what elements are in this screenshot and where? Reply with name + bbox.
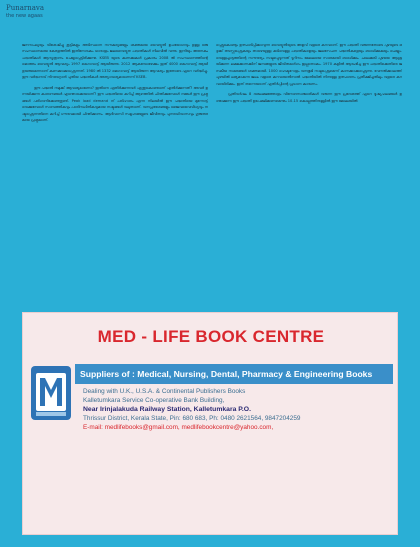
publication-name: Punarnava bbox=[6, 4, 45, 12]
article-right-column bbox=[216, 42, 402, 314]
article-left-column bbox=[22, 42, 208, 314]
bookstore-logo-icon bbox=[29, 364, 73, 422]
ad-address-line: Dealing with U.K., U.S.A. & Continental Publishers Books bbox=[83, 388, 246, 395]
article-paragraph: ഈ പദ്ധതി നമുക്ക് ആവശ്യമാണോ? ഇതിനെ എതിർക്കുന്നവർ എന്തുകൊണ്ടാണ് എതിർക്കുന്നത്? അവർ ഉന്നയിക്കുന്ന കാരണങ്ങൾ എന്തൊക്കെയാണ്? ഈ പദ്ധതിയെ കുറിച്ച് ആഴത്തിൽ ചിന്തിക്കുമ്പോൾ നമ്മൾ ഈ പ്രശ്നങ്ങൾ പരിഗണിക്കേണ്ടതുണ്ട്. Peak load demand ന് പരിഹാരം എന്ന നിലയിൽ ഈ പദ്ധതിയെ മുന്നോട്ട് വെക്കുമ്പോൾ സാമ്പത്തികവും പാരിസ്ഥിതികവുമായ നഷ്ടങ്ങൾ വലുതാണ്. വനപ്രദേശങ്ങളും ജൈവവൈവിധ്യവും നഷ്ടപ്പെടുന്നതിനെ കുറിച്ച് ഗൗരവമായി ചിന്തിക്കണം. ആദിവാസി സമൂഹങ്ങളുടെ ജീവിതവും പുനരധിവാസവും ഗുരുതരമായ പ്രശ്നമാണ്. bbox=[22, 85, 208, 122]
masthead bbox=[6, 4, 206, 26]
article-paragraph: ജനസംഖ്യയും വിശേഷിച്ചു കൂട്ടികളും അടിസ്ഥാന സൗകര്യങ്ങളും ശക്തമായ വൈദ്യുതി ഉപയോഗവും ഉള്ള ഒരു സംസ്ഥാനമായ കേരളത്തിൽ ഇതിനോടകം ധാരാളം ജലവൈദ്യുത പദ്ധതികൾ നിലവിൽ വന്നു. ഇനിയും അനേകം പദ്ധതികൾ ആസൂത്രണം ചെയ്യപ്പെട്ടിരിക്കുന്നു. KSEB യുടെ കണക്കുകൾ പ്രകാരം 2008 ൽ സംസ്ഥാനത്തിന്റെ മൊത്തം വൈദ്യുതി ആവശ്യം 1997 മെഗാവാട്ട് ആയിരുന്നു. 2012 ആകുമ്പോഴേക്കും ഇത് 4000 മെഗാവാട്ട് ആയി ഉയരുമെന്നാണ് കണക്കാക്കപ്പെടുന്നത്. 1980 ൽ 1332 മെഗാവാട്ട് ആയിരുന്ന ആവശ്യം ഇതോടെ ഏറെ വർദ്ധിച്ചു. ഈ വർദ്ധനവ് നിറവേറ്റാൻ പുതിയ പദ്ധതികൾ അത്യാവശ്യമാണെന്ന് KSEB. bbox=[22, 43, 208, 80]
ad-address-line: Thrissur District, Kerala State, Pin: 680 683, Ph: 0480 2621564, 9847204259 bbox=[83, 415, 301, 422]
article-paragraph: പ്പെട്ടുകൊണ്ടും ഉത്പാദിപ്പിക്കാവുന്ന വൈദ്യുതിയുടെ അളവ് വളരെ കുറവാണ്. ഈ പദ്ധതി വരുന്നതോടെ പുഴയുടെ ഒഴുക്ക് തടസ്സപ്പെടുകയും താഴെയുള്ള കുടിവെള്ള പദ്ധതികളെയും ജലസേചന പദ്ധതികളെയും ബാധിക്കുകയും ചെയ്യും. വെള്ളച്ചാട്ടത്തിന്റെ സൗന്ദര്യം നഷ്ടപ്പെടുന്നത് ടൂറിസം മേഖലയെ സാരമായി ബാധിക്കും. ചാലക്കുടി പുഴയെ ആശ്രയിക്കുന്ന ലക്ഷക്കണക്കിന് ജനങ്ങളുടെ ജീവിതമാർഗം ഇല്ലാതാകും. 1970 കളിൽ ആരംഭിച്ച ഈ പദ്ധതിക്കെതിരെ ജനകീയ സമരങ്ങൾ ശക്തമായി. 1000 ഹെക്ടറോളം വനഭൂമി നഷ്ടപ്പെടുമെന്ന് കണക്കാക്കപ്പെടുന്നു. വേനൽക്കാലത്ത് പുഴയിൽ ലഭ്യമാകുന്ന ജലം വളരെ കുറവായതിനാൽ പദ്ധതിയിൽ നിന്നുള്ള ഉത്പാദനം പ്രതീക്ഷിച്ചതിലും വളരെ കുറവായിരിക്കും. ഇത് തന്നെയാണ് എതിർപ്പിന്റെ പ്രധാന കാരണം. bbox=[216, 43, 402, 86]
ad-title: MED - LIFE BOOK CENTRE bbox=[97, 327, 325, 346]
logo-graphic bbox=[29, 364, 73, 422]
ad-address-line: Near Irinjalakuda Railway Station, Kalletumkara P.O. bbox=[83, 406, 251, 413]
ad-address-line: Kalletumkara Service Co-operative Bank Building, bbox=[83, 397, 225, 404]
ad-email-line[interactable]: E-mail: medlifebooks@gmail.com, medlifebookcentre@yahoo.com, bbox=[83, 424, 274, 431]
bookstore-advertisement bbox=[22, 312, 398, 535]
ad-body bbox=[29, 364, 393, 444]
article-paragraph: പ്രതിവർഷം 8 ദശലക്ഷത്തോളം വിനോദസഞ്ചാരികൾ വരുന്ന ഈ പ്രദേശത്ത് ഏറെ ദൂഷ്യഫലങ്ങൾ ഉണ്ടാക്കുന്ന ഈ പദ്ധതി ഉപേക്ഷിക്കണമെന്നും 10-15 കൊല്ലത്തിനുള്ളിൽ ഈ മേഖലയിൽ bbox=[216, 92, 402, 103]
article-columns bbox=[22, 42, 402, 314]
suppliers-banner: Suppliers of : Medical, Nursing, Dental, Pharmacy & Engineering Books bbox=[75, 364, 393, 384]
publication-tagline: the new agaas bbox=[6, 13, 43, 19]
